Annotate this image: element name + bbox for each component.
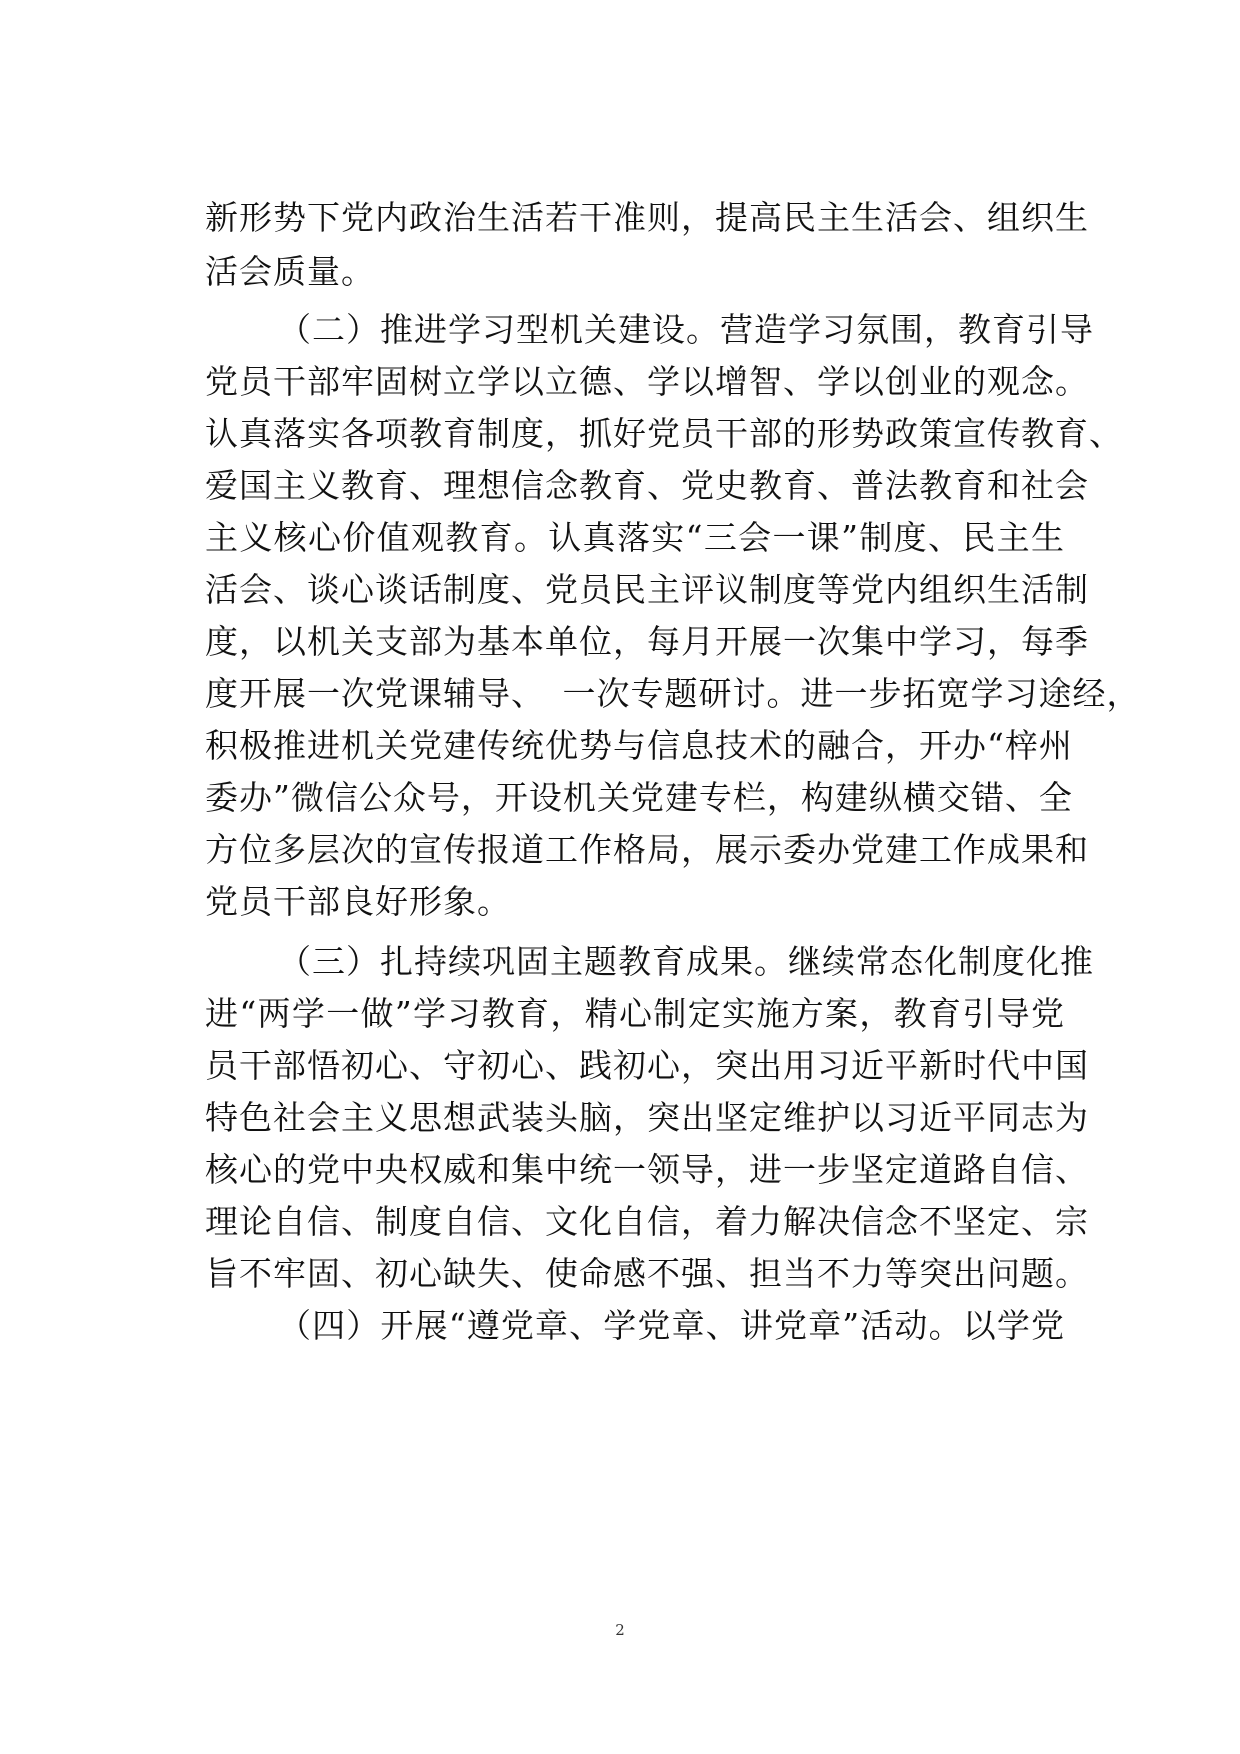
text-line: 方位多层次的宣传报道工作格局，展示委办党建工作成果和: [205, 830, 1089, 869]
paragraph-heading-line: （四）开展“遵党章、学党章、讲党章”活动。以学党: [278, 1306, 1065, 1345]
text-line: 度开展一次党课辅导、 一次专题研讨。进一步拓宽学习途经，: [205, 674, 1141, 713]
text-line: 新形势下党内政治生活若干准则，提高民主生活会、组织生: [205, 198, 1089, 237]
paragraph-heading-line: （三）扎持续巩固主题教育成果。继续常态化制度化推: [278, 942, 1094, 981]
text-line: 理论自信、制度自信、文化自信，着力解决信念不坚定、宗: [205, 1202, 1089, 1241]
text-line: 特色社会主义思想武装头脑，突出坚定维护以习近平同志为: [205, 1098, 1089, 1137]
text-line: 认真落实各项教育制度，抓好党员干部的形势政策宣传教育、: [205, 414, 1123, 453]
text-line: 度，以机关支部为基本单位，每月开展一次集中学习，每季: [205, 622, 1089, 661]
text-line: 核心的党中央权威和集中统一领导，进一步坚定道路自信、: [205, 1150, 1089, 1189]
text-line: 积极推进机关党建传统优势与信息技术的融合，开办“梓州: [205, 726, 1073, 765]
text-line: 党员干部牢固树立学以立德、学以增智、学以创业的观念。: [205, 362, 1089, 401]
text-line: 党员干部良好形象。: [205, 882, 511, 921]
text-line: 委办”微信公众号，开设机关党建专栏，构建纵横交错、全: [205, 778, 1073, 817]
text-line: 员干部悟初心、守初心、践初心，突出用习近平新时代中国: [205, 1046, 1089, 1085]
text-line: 主义核心价值观教育。认真落实“三会一课”制度、民主生: [205, 518, 1065, 557]
text-line: 活会、谈心谈话制度、党员民主评议制度等党内组织生活制: [205, 570, 1089, 609]
text-line: 进“两学一做”学习教育，精心制定实施方案，教育引导党: [205, 994, 1065, 1033]
paragraph-heading-line: （二）推进学习型机关建设。营造学习氛围，教育引导: [278, 310, 1094, 349]
text-line: 旨不牢固、初心缺失、使命感不强、担当不力等突出问题。: [205, 1254, 1089, 1293]
text-line: 活会质量。: [205, 252, 375, 291]
text-line: 爱国主义教育、理想信念教育、党史教育、普法教育和社会: [205, 466, 1089, 505]
page-number: 2: [615, 1621, 625, 1639]
